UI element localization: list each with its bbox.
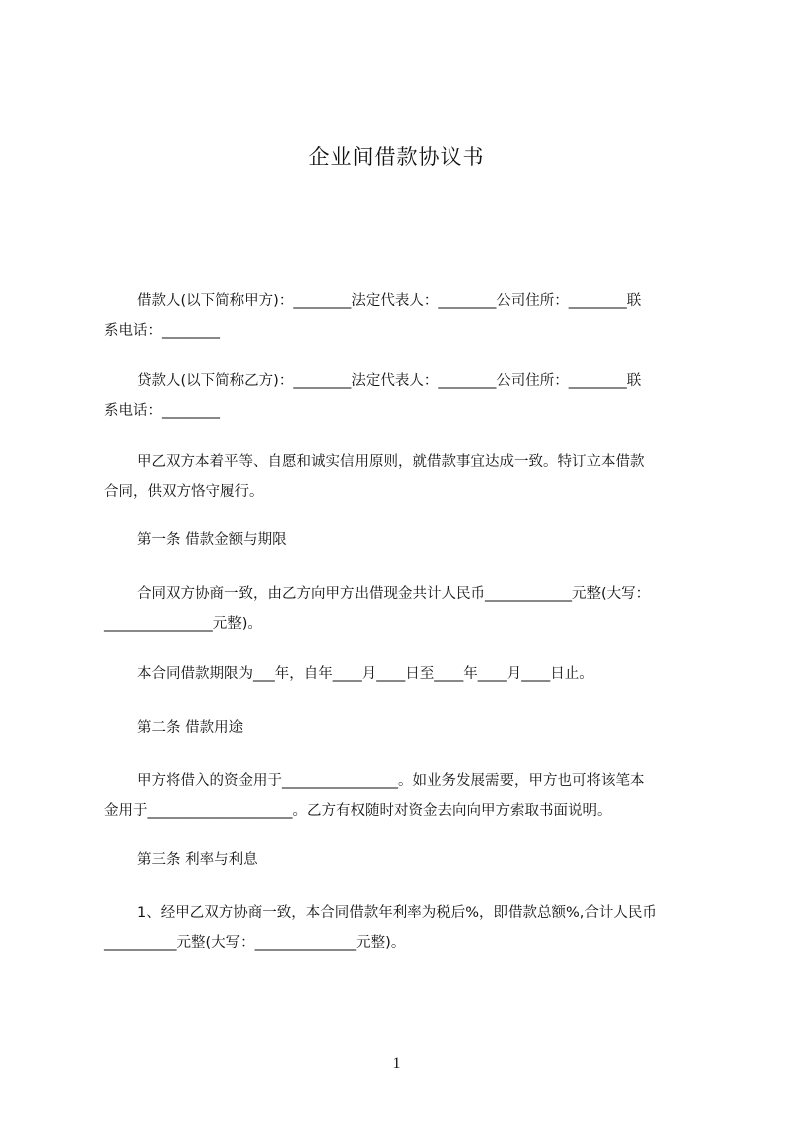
page-number: 1	[392, 1055, 401, 1072]
article-2-usage-paragraph	[104, 766, 700, 826]
article-1-amount-paragraph	[104, 579, 700, 639]
usage-line-1: 甲方将借入的资金用于________________。如业务发展需要，甲方也可将该笔本	[137, 773, 645, 789]
document-title: 企业间借款协议书	[308, 145, 485, 169]
article-1-term-paragraph: 本合同借款期限为___年，自年____月____日至____年____月____日止。	[137, 666, 594, 682]
borrower-line-2: 系电话：________	[104, 323, 220, 339]
article-3-clause-1-paragraph	[104, 898, 700, 958]
usage-line-2: 金用于____________________。乙方有权随时对资金去向向甲方索取书面说明。	[104, 803, 612, 819]
article-1-heading: 第一条 借款金额与期限	[137, 532, 287, 548]
preamble-line-1: 甲乙双方本着平等、自愿和诚实信用原则，就借款事宜达成一致。特订立本借款	[137, 454, 645, 470]
clause-1-line-1: 1、经甲乙双方协商一致，本合同借款年利率为税后%，即借款总额%,合计人民币	[137, 905, 657, 921]
lender-line-1: 贷款人(以下简称乙方)：________法定代表人：________公司住所：________联	[137, 373, 642, 389]
borrower-paragraph	[104, 286, 700, 346]
preamble-line-2: 合同，供双方恪守履行。	[104, 484, 264, 500]
article-3-heading: 第三条 利率与利息	[137, 852, 258, 868]
borrower-line-1: 借款人(以下简称甲方)：________法定代表人：________公司住所：________联	[137, 293, 642, 309]
amount-line-2: _______________元整)。	[104, 616, 262, 632]
article-2-heading: 第二条 借款用途	[137, 720, 244, 736]
lender-line-2: 系电话：________	[104, 403, 220, 419]
preamble-paragraph	[104, 447, 700, 507]
amount-line-1: 合同双方协商一致，由乙方向甲方出借现金共计人民币____________元整(大写：	[137, 586, 651, 602]
clause-1-line-2: __________元整(大写：______________元整)。	[104, 935, 406, 951]
lender-paragraph	[104, 366, 700, 426]
